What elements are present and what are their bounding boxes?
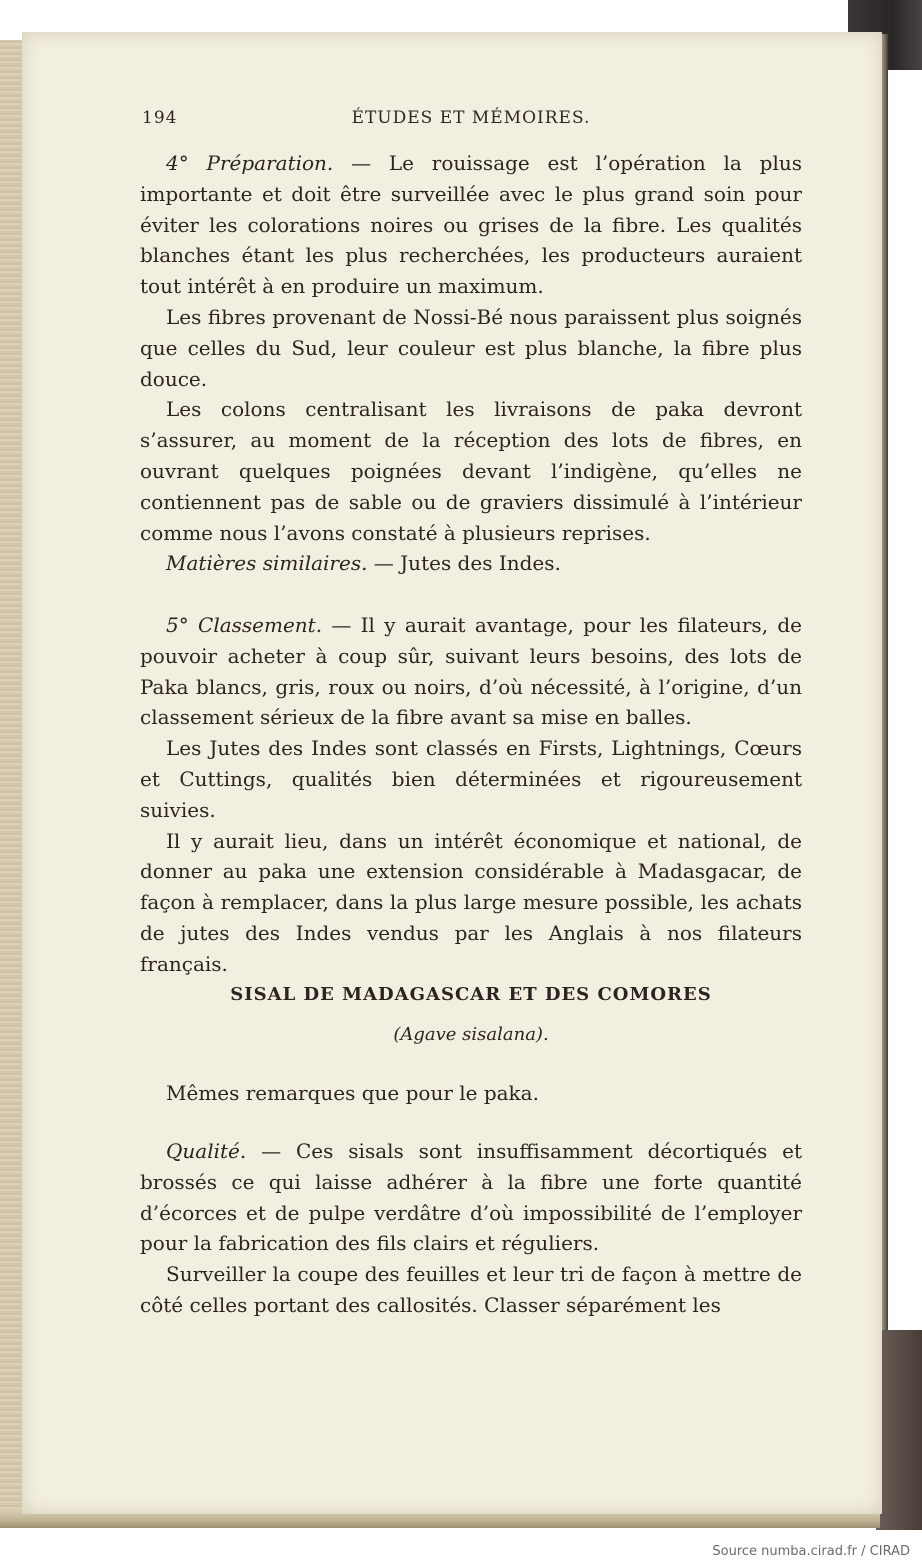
paragraph-text: — Ces sisals sont insuffisamment décortiqués et brossés ce qui laisse adhérer à la fibre une forte quantité d’écorces et de pulpe verdâtre d’où impossibilité de l’employer pour la fabrication des fils clairs et réguliers.: [140, 1139, 802, 1256]
paragraph: [140, 610, 802, 733]
source-credit: Source numba.cirad.fr / CIRAD: [712, 1544, 910, 1559]
paragraph-text: Les fibres provenant de Nossi-Bé nous paraissent plus soignés que celles du Sud, leur couleur est plus blanche, la fibre plus douce.: [140, 304, 802, 391]
page-header: [142, 108, 800, 138]
page-number: 194: [142, 108, 178, 128]
paragraph: [140, 1078, 802, 1109]
paragraph-text: — Il y aurait avantage, pour les filateurs, de pouvoir acheter à coup sûr, suivant leurs besoins, des lots de Paka blancs, gris, roux ou noirs, d’où nécessité, à l’origine, d’un classement sérieux de la fibre avant sa mise en balles.: [140, 613, 802, 730]
paragraph-text: — Jutes des Indes.: [367, 551, 561, 576]
paragraph-text: Mêmes remarques que pour le paka.: [166, 1081, 539, 1105]
paragraph: [140, 1259, 802, 1321]
paragraph-lead: 5° Classement.: [166, 613, 323, 637]
text-block-preparation: [140, 148, 802, 579]
text-block-qualite: [140, 1136, 802, 1321]
paragraph-lead: Matières similaires.: [166, 551, 368, 576]
book-cover-corner: [876, 1330, 922, 1530]
text-block-classement: [140, 610, 802, 980]
paragraph: [140, 826, 802, 980]
paragraph: [140, 733, 802, 825]
paragraph-text: Il y aurait lieu, dans un intérêt économique et national, de donner au paka une extension considérable à Madasgacar, de façon à remplacer, dans la plus large mesure possible, les achats de jutes des Indes vendus par les Anglais à nos filateurs français.: [140, 828, 802, 976]
paragraph: [140, 302, 802, 394]
paragraph-lead: Qualité.: [166, 1139, 247, 1163]
paragraph: [140, 148, 802, 302]
paragraph: [140, 394, 802, 548]
paragraph-lead: 4° Préparation.: [166, 151, 334, 175]
paragraph-text: Les colons centralisant les livraisons de paka devront s’assurer, au moment de la réception des lots de fibres, en ouvrant quelques poignées devant l’indigène, qu’elles ne contiennent pas de sable ou de graviers dissimulé à l’intérieur comme nous l’avons constaté à plusieurs reprises.: [140, 397, 802, 545]
running-head: ÉTUDES ET MÉMOIRES.: [351, 108, 591, 128]
text-block-remarks: [140, 1078, 802, 1109]
paragraph: [140, 1136, 802, 1259]
paragraph-text: Surveiller la coupe des feuilles et leur tri de façon à mettre de côté celles portant des callosités. Classer séparément les: [140, 1262, 802, 1317]
section-title: SISAL DE MADAGASCAR ET DES COMORES: [230, 984, 712, 1005]
paragraph-text: Les Jutes des Indes sont classés en Firsts, Lightnings, Cœurs et Cuttings, qualités bien déterminées et rigoureusement suivies.: [140, 736, 802, 822]
paragraph: [140, 548, 802, 579]
paragraph-text: — Le rouissage est l’opération la plus importante et doit être surveillée avec le plus grand soin pour éviter les colorations noires ou grises de la fibre. Les qualités blanches étant les plus recherchées, les producteurs auraient tout intérêt à en produire un maximum.: [140, 151, 802, 299]
section-subtitle: (Agave sisalana).: [393, 1024, 549, 1045]
